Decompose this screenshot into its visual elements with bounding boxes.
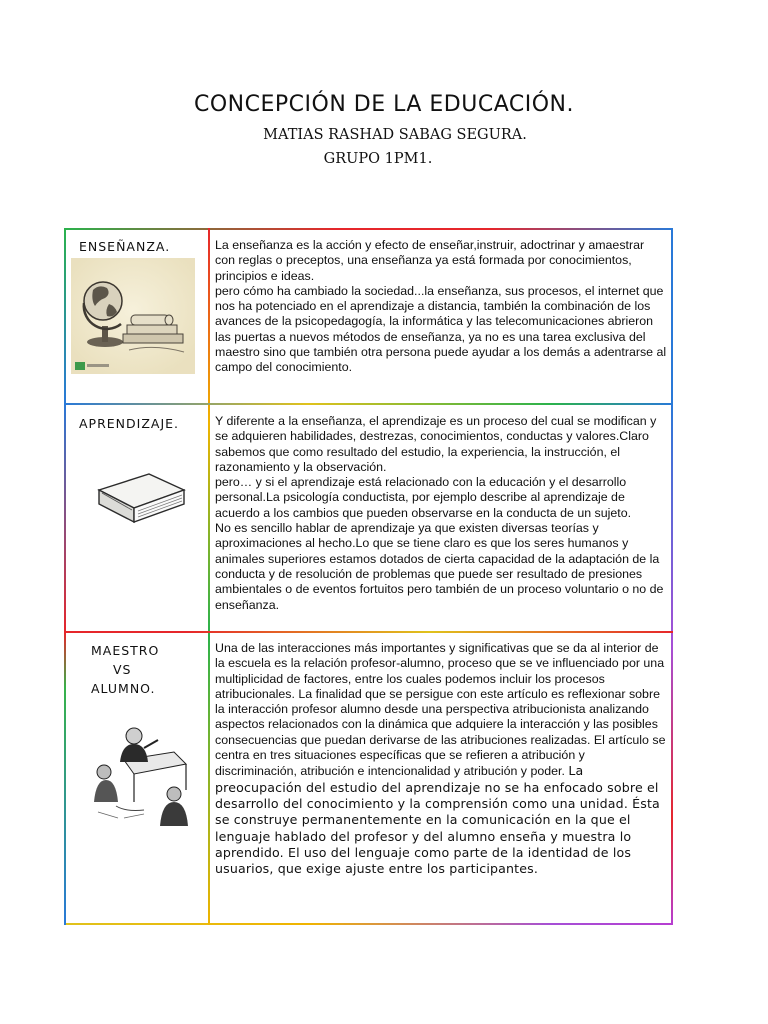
table-column-divider bbox=[208, 228, 210, 925]
label-line: MAESTRO bbox=[91, 643, 160, 658]
content-table bbox=[64, 228, 673, 925]
teacher-student-illustration bbox=[94, 702, 190, 830]
table-border-top bbox=[64, 228, 673, 230]
row-text-ensenanza bbox=[215, 238, 667, 376]
row-text-maestro-vs-alumno bbox=[215, 641, 667, 877]
paragraph: Y diferente a la enseñanza, el aprendizaje es un proceso del cual se modifican y se adquieren habilidades, destrezas, conocimientos, conductas y valores.Claro sabemos que como resultado del estudio, la experiencia, la instrucción, el razonamiento y la observación. bbox=[215, 414, 657, 474]
label-line: VS bbox=[113, 662, 132, 677]
table-row-divider bbox=[64, 403, 673, 405]
table-border-bottom bbox=[64, 923, 673, 925]
table-row-divider bbox=[64, 631, 673, 633]
group-label: GRUPO 1PM1. bbox=[323, 151, 433, 167]
row-label-ensenanza: ENSEÑANZA. bbox=[79, 239, 171, 254]
paragraph: No es sencillo hablar de aprendizaje ya que existen diversas teorías y aproximaciones al hecho.Lo que se tiene claro es que los seres humanos y animales superiores estamos dotados de cierta capacidad de la adaptación de la conducta y de resolución de problemas que puede ser resultado de presiones ambientales o de eventos fortuitos pero también de un proceso voluntario o no de enseñanza. bbox=[215, 521, 664, 612]
author-name: MATIAS RASHAD SABAG SEGURA. bbox=[263, 127, 527, 143]
paragraph: La enseñanza es la acción y efecto de enseñar,instruir, adoctrinar y amaestrar con reglas o preceptos, una enseñanza ya está formada por conocimientos, principios e ideas. bbox=[215, 238, 645, 283]
table-border-left bbox=[64, 228, 66, 925]
paragraph-part: La preocupación del estudio del aprendizaje no se ha enfocado sobre el desarrollo del conocimiento y la comprensión como una unidad. Ésta se construye permanentemente en la comunicación en la que el lenguaje hablado del profesor y del alumno enseña y muestra lo aprendido. El uso del lenguaje como parte de la identidad de los usuarios, que exige ajuste entre los participantes. bbox=[215, 763, 660, 877]
row-label-maestro-vs-alumno bbox=[91, 641, 159, 698]
label-line: ALUMNO. bbox=[91, 681, 156, 696]
paragraph: pero cómo ha cambiado la sociedad...la enseñanza, sus procesos, el internet que nos ha potenciado en el aprendizaje a distancia, también la combinación de los avances de la psicopedagogía, la informática y las telecomunicaciones abrieron las puertas a nuevos métodos de enseñanza, ya no es una tarea exclusiva del maestro sino que también otra persona puede ayudar a los demás a adentrarse al campo del conocimiento. bbox=[215, 283, 667, 375]
globe-and-books-icon bbox=[71, 258, 195, 374]
table-border-right bbox=[671, 228, 673, 925]
paragraph bbox=[215, 641, 667, 877]
document-title: CONCEPCIÓN DE LA EDUCACIÓN. bbox=[193, 92, 574, 117]
book-icon bbox=[94, 468, 189, 528]
paragraph-part: Una de las interacciones más importantes y significativas que se da al interior de la escuela es la relación profesor-alumno, proceso que se ve influenciado por una multiplicidad de factores, entre los cuales podemos incluir los procesos atribucionales. La finalidad que se persigue con este artículo es reflexionar sobre la interacción profesor alumno desde una perspectiva atribucionista analizando aspectos relacionados con la dinámica que adquiere la interacción y las posibles consecuencias que puedan derivarse de las atribuciones realizadas. El artículo se centra en tres situaciones específicas que se refieren a atribución y discriminación, atribución e intencionalidad y atribución y poder. bbox=[215, 641, 666, 779]
paragraph: pero… y si el aprendizaje está relacionado con la educación y el desarrollo personal.La psicología conductista, por ejemplo describe al aprendizaje de acuerdo a los cambios que pueden observarse en la conducta de un sujeto. bbox=[215, 475, 632, 520]
row-label-aprendizaje: APRENDIZAJE. bbox=[79, 416, 180, 431]
row-text-aprendizaje bbox=[215, 414, 667, 613]
